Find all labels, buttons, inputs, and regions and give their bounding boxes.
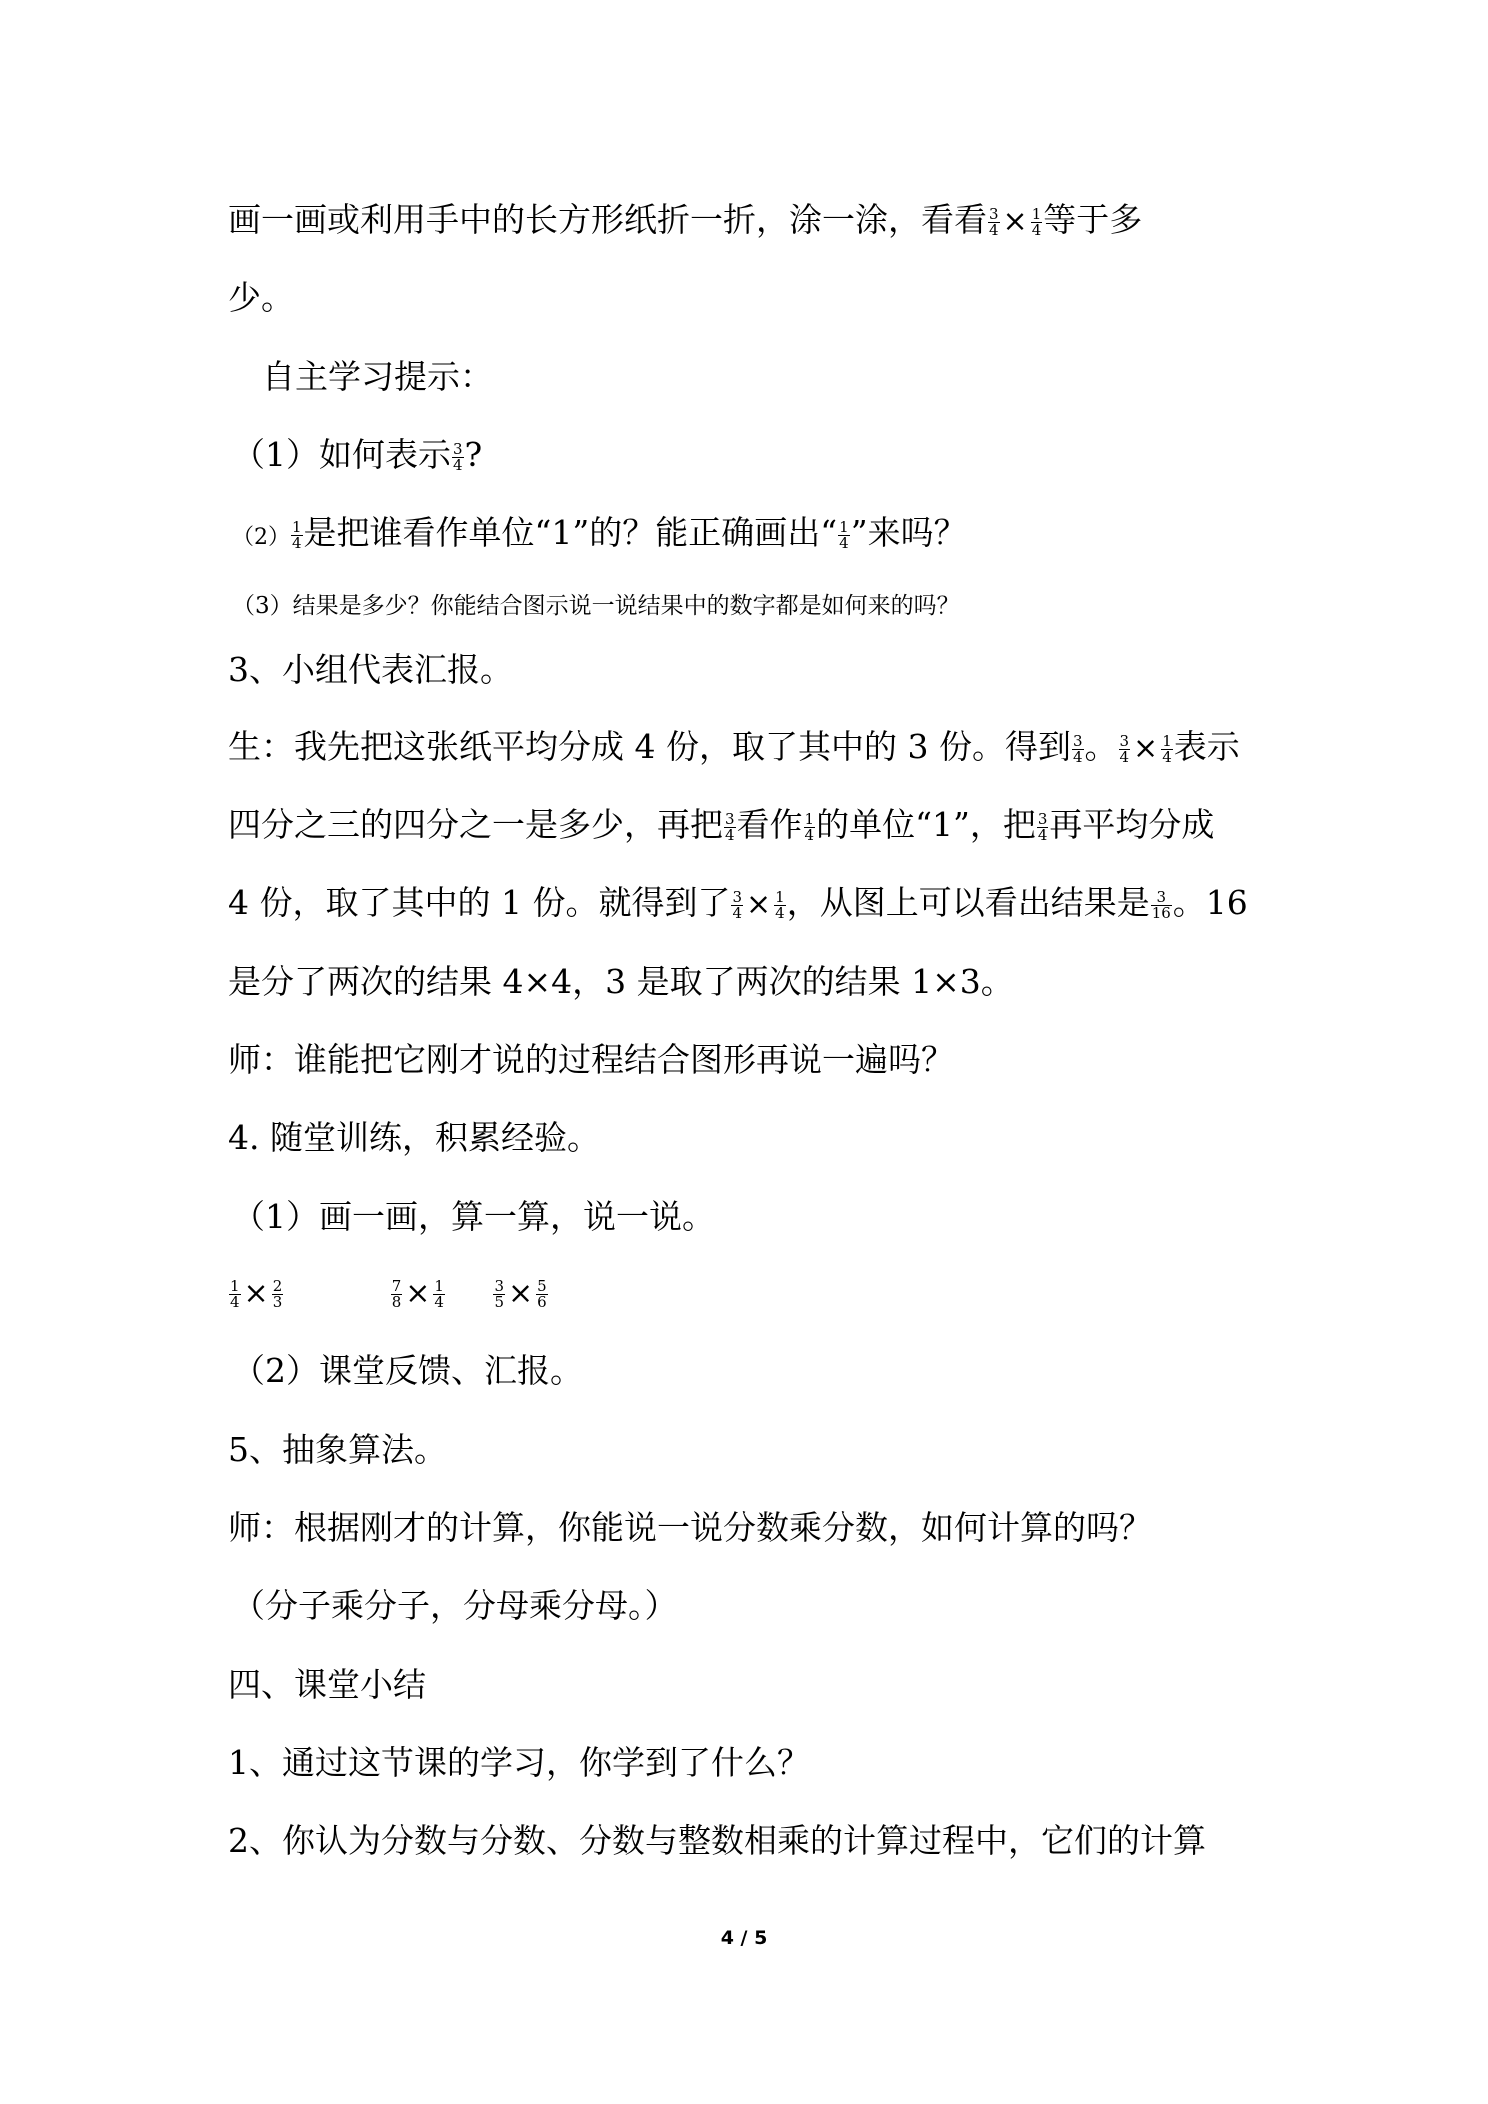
exercise-row: [228, 1270, 549, 1316]
page-number: 4 / 5: [720, 1927, 768, 1949]
para-line-19: （分子乘分子，分母乘分母。）: [232, 1586, 678, 1625]
hint-item-1: （1）如何表示 $\frac{3}{4}$ ?: [232, 435, 483, 474]
para-line-1: 画一画或利用手中的长方形纸折一折，涂一涂，看看 $\frac{3}{4}$ × $\frac{1}{4}$ 等于多: [228, 200, 1143, 239]
fraction-3-16: $\frac{3}{16}$: [1151, 887, 1171, 922]
fraction-3-4: $\frac{3}{4}$: [725, 809, 735, 844]
para-line-10: 4 份，取了其中的 1 份。就得到了 $\frac{3}{4}$ × $\frac{1}{4}$ ，从图上可以看出结果是 $\frac{3}{16}$ 。16: [228, 883, 1248, 922]
fraction-1-4: $\frac{1}{4}$: [1031, 204, 1042, 239]
fraction-1-4: $\frac{1}{4}$: [804, 809, 815, 844]
hint-item-3: （3）结果是多少？你能结合图示说一说结果中的数字都是如何来的吗？: [232, 593, 960, 619]
para-line-2: 少。: [228, 278, 294, 317]
hint-heading: 自主学习提示：: [262, 357, 493, 396]
summary-item-2: 2、你认为分数与分数、分数与整数相乘的计算过程中，它们的计算: [228, 1821, 1206, 1860]
para-line-9: 四分之三的四分之一是多少，再把 $\frac{3}{4}$ 看作 $\frac{1}{4}$ 的单位“1”，把 $\frac{3}{4}$ 再平均分成: [228, 805, 1215, 844]
fraction-3-4: $\frac{3}{4}$: [732, 887, 743, 922]
para-line-12: 师：谁能把它刚才说的过程结合图形再说一遍吗？: [228, 1040, 954, 1079]
hint-item-2: （2） $\frac{1}{4}$ 是把谁看作单位“1”的？能正确画出“ $\frac{1}{4}$ ”来吗？: [232, 513, 967, 552]
fraction-3-4: $\frac{3}{4}$: [989, 204, 999, 239]
fraction-3-4: $\frac{3}{4}$: [1037, 809, 1048, 844]
para-line-8: 生：我先把这张纸平均分成 4 份，取了其中的 3 份。得到 $\frac{3}{4}$ 。 $\frac{3}{4}$ × $\frac{1}{4}$ 表示: [228, 727, 1240, 766]
section-3-heading: 3、小组代表汇报。: [228, 650, 513, 689]
exercise-item: $\frac{1}{4}$ × $\frac{2}{3}$: [230, 1276, 283, 1311]
fraction-3-4: $\frac{3}{4}$: [453, 439, 463, 474]
exercise-feedback: （2）课堂反馈、汇报。: [232, 1351, 583, 1390]
exercise-instructions: （1）画一画，算一算，说一说。: [232, 1197, 715, 1236]
fraction-1-4: $\frac{1}{4}$: [775, 887, 785, 922]
summary-heading: 四、课堂小结: [228, 1665, 426, 1704]
section-5-heading: 5、抽象算法。: [228, 1430, 447, 1469]
fraction-1-4: $\frac{1}{4}$: [292, 517, 302, 552]
section-4-heading: 4. 随堂训练，积累经验。: [228, 1118, 600, 1157]
fraction-3-4: $\frac{3}{4}$: [1119, 731, 1130, 766]
para-line-18: 师：根据刚才的计算，你能说一说分数乘分数，如何计算的吗？: [228, 1508, 1152, 1547]
fraction-1-4: $\frac{1}{4}$: [839, 517, 849, 552]
fraction-1-4: $\frac{1}{4}$: [1162, 731, 1172, 766]
fraction-3-4: $\frac{3}{4}$: [1072, 731, 1083, 766]
summary-item-1: 1、通过这节课的学习，你学到了什么？: [228, 1743, 810, 1782]
exercise-item: $\frac{7}{8}$ × $\frac{1}{4}$: [391, 1276, 444, 1311]
exercise-item: $\frac{3}{5}$ × $\frac{5}{6}$: [494, 1276, 547, 1311]
para-line-11: 是分了两次的结果 4×4，3 是取了两次的结果 1×3。: [228, 962, 1014, 1001]
